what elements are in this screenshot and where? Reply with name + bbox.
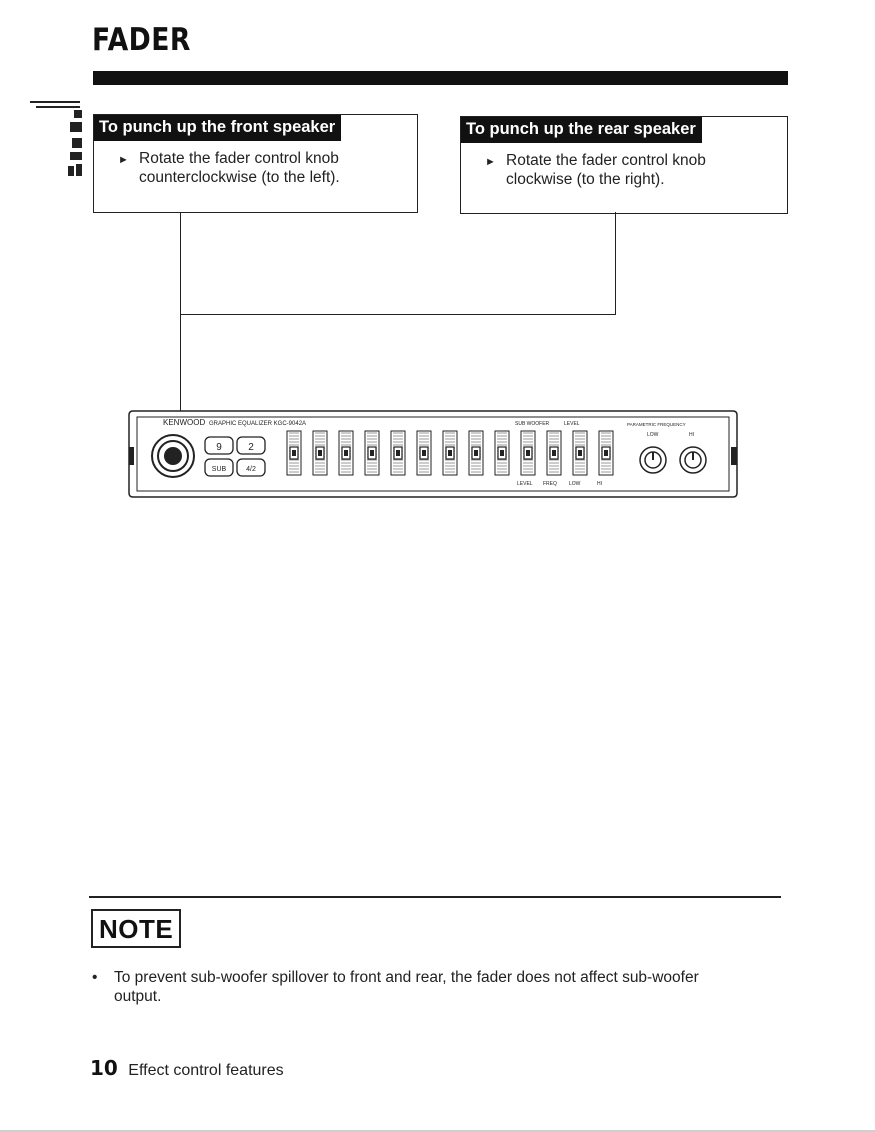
front-speaker-heading: To punch up the front speaker [94,115,341,141]
eq-parametric-label: PARAMETRIC FREQUENCY [627,422,686,427]
eq-slider-icon [599,431,613,475]
front-instruction-line2: counterclockwise (to the left). [139,169,340,186]
section-name: Effect control features [128,1062,284,1079]
eq-bottom-hi: HI [597,481,602,487]
eq-slider-icon [339,431,353,475]
eq-slider-icon [287,431,301,475]
note-bullet-text: To prevent sub-woofer spillover to front and rear, the fader does not affect sub-woofer [114,969,699,986]
eq-slider-icon [313,431,327,475]
note-bullet-item [92,968,792,1006]
eq-slider-icon [573,431,587,475]
front-speaker-instruction [118,149,408,187]
eq-low-label: LOW [647,432,659,438]
eq-slider-icon [417,431,431,475]
rear-speaker-heading: To punch up the rear speaker [461,117,702,143]
eq-slider-icon [365,431,379,475]
eq-slider-icon [469,431,483,475]
arrow-bullet-icon: ► [485,156,496,168]
eq-slider-icon [547,431,561,475]
eq-button-2: 2 [248,442,254,453]
front-leader-line [180,212,181,314]
note-bullet-text-cont: output. [114,988,162,1005]
eq-button-sub: SUB [211,466,227,473]
eq-level-label: LEVEL [564,421,580,427]
rear-speaker-box [460,116,788,214]
eq-bottom-low: LOW [569,481,581,487]
eq-slider-icon [495,431,509,475]
rear-leader-line-vertical [615,212,616,315]
eq-slider-icon [443,431,457,475]
front-speaker-box [93,114,418,213]
eq-hi-label: HI [689,432,694,438]
title-rule [93,71,788,85]
page-footer [90,1056,284,1080]
page-title: FADER [92,22,191,58]
side-tab-icon [30,98,82,178]
equalizer-illustration [127,409,739,499]
arrow-bullet-icon: ► [118,154,129,166]
eq-slider-icon [391,431,405,475]
bullet-icon: • [92,969,98,986]
eq-brand: KENWOOD [163,418,206,427]
eq-bottom-level: LEVEL [517,481,533,487]
eq-subwoofer-label: SUB WOOFER [515,421,550,427]
page-number: 10 [90,1056,118,1080]
eq-model: GRAPHIC EQUALIZER KGC-9042A [209,421,307,427]
eq-bottom-freq: FREQ [543,481,557,487]
rear-speaker-instruction [485,151,775,189]
front-instruction-line1: Rotate the fader control knob [139,150,339,167]
eq-slider-icon [521,431,535,475]
rear-leader-line-horizontal [180,314,616,315]
section-divider [89,896,781,898]
eq-button-9: 9 [216,442,222,453]
rear-instruction-line2: clockwise (to the right). [506,171,665,188]
eq-button-4-2: 4/2 [246,466,256,473]
note-label: NOTE [91,909,181,948]
rear-instruction-line1: Rotate the fader control knob [506,152,706,169]
